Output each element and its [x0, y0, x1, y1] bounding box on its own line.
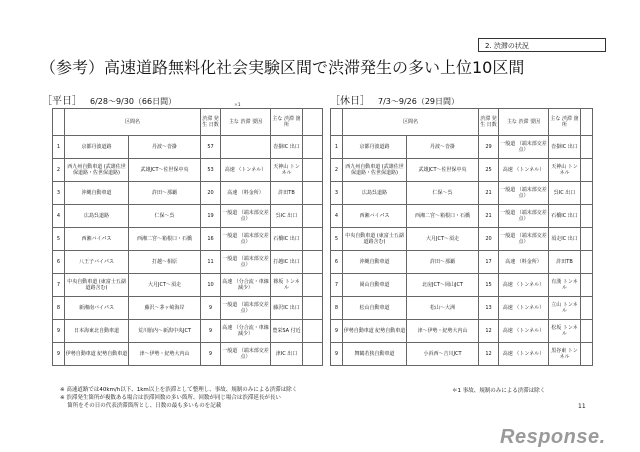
section-header: 区間名: [343, 109, 479, 136]
rank-cell: 4: [331, 205, 343, 228]
table-row: [331, 228, 593, 251]
location-cell: 津IC 出口: [271, 343, 303, 366]
location-header: 主な 渋滞 箇所: [271, 109, 303, 136]
location-cell: 豊栄SA 付近: [271, 320, 303, 343]
road-cell: 新湘南バイパス: [65, 297, 129, 320]
footnote-3: 箇所をその日の代表渋滞箇所とし、日数の最も多いものを記載: [60, 403, 222, 409]
spacer-cell: [581, 343, 593, 366]
footnotes: [60, 386, 297, 410]
road-cell: 沖縄自動車道: [65, 182, 129, 205]
location-cell: 松坂 トンネル: [549, 320, 581, 343]
location-cell: 呉IC 出口: [271, 205, 303, 228]
road-cell: 西湘バイパス: [65, 228, 129, 251]
table-row: [331, 274, 593, 297]
table-row: [53, 251, 323, 274]
spacer-cell: [303, 320, 323, 343]
location-cell: 許田TB: [271, 182, 303, 205]
section-cell: 仁保～呉: [129, 205, 201, 228]
response-logo-text: Response.: [500, 426, 606, 448]
table-row: [331, 136, 593, 159]
cause-cell: 高速 （トンネル）: [499, 274, 549, 297]
spacer-cell: [303, 182, 323, 205]
rank-cell: 1: [53, 136, 65, 159]
location-header: 主な 渋滞 箇所: [549, 109, 581, 136]
table-row: [53, 320, 323, 343]
cause-cell: 高速 （分合流・車線減少）: [221, 320, 271, 343]
location-cell: 篠坂 トンネル: [271, 274, 303, 297]
rank-cell: 9: [53, 320, 65, 343]
spacer-cell: [581, 159, 593, 182]
cause-header: 主な 渋滞 要因: [221, 109, 271, 136]
road-cell: 西九州自動車道 (武雄佐世保道路・佐世保道路): [343, 159, 407, 182]
section-cell: 小浜西～吉川JCT: [407, 343, 479, 366]
table-row: [53, 182, 323, 205]
cause-cell: 高速 （トンネル）: [499, 297, 549, 320]
section-cell: 仁保～呉: [407, 182, 479, 205]
spacer-cell: [303, 228, 323, 251]
cause-cell: [221, 136, 271, 159]
rank-cell: 9: [53, 343, 65, 366]
road-cell: 京都丹波道路: [65, 136, 129, 159]
days-cell: 57: [201, 136, 221, 159]
page-title: （参考）高速道路無料化社会実験区間で渋滞発生の多い上位10区間: [40, 58, 525, 77]
section-cell: 津～伊勢・紀勢大内山: [129, 343, 201, 366]
spacer-cell: [303, 159, 323, 182]
days-cell: 19: [201, 205, 221, 228]
cause-cell: 高速 （トンネル）: [499, 159, 549, 182]
road-cell: 松山自動車道: [343, 297, 407, 320]
spacer-cell: [303, 297, 323, 320]
road-cell: 西湘バイパス: [343, 205, 407, 228]
holiday-heading: [330, 92, 459, 107]
days-cell: 10: [201, 274, 221, 297]
days-header: 渋滞 発生 日数: [201, 109, 221, 136]
location-cell: 藤沢IC 出口: [271, 297, 303, 320]
table-row: [53, 228, 323, 251]
spacer-header: [303, 109, 323, 136]
days-cell: 12: [479, 320, 499, 343]
section-cell: 藤沢～茅ヶ崎海岸: [129, 297, 201, 320]
road-cell: 舞鶴若狭自動車道: [343, 343, 407, 366]
section-cell: 打越～相原: [129, 251, 201, 274]
cause-cell: 高速 （トンネル）: [221, 159, 271, 182]
weekday-table: [52, 108, 323, 366]
cause-cell: 一般道 （端末部交差点）: [221, 251, 271, 274]
weekday-tag: ［平日］: [42, 96, 82, 107]
road-cell: 八王子バイパス: [65, 251, 129, 274]
rank-cell: 7: [331, 274, 343, 297]
table-row: [331, 182, 593, 205]
weekday-footnote-marker: ＊1: [234, 102, 241, 107]
section-cell: 武雄JCT～佐世保中央: [407, 159, 479, 182]
days-cell: 12: [479, 343, 499, 366]
cause-cell: 高速 （トンネル）: [499, 343, 549, 366]
section-cell: 北房JCT～岡山JCT: [407, 274, 479, 297]
days-header: 渋滞 発生 日数: [479, 109, 499, 136]
spacer-cell: [303, 136, 323, 159]
cause-cell: 高速 （分合流・車線減少）: [221, 274, 271, 297]
spacer-cell: [581, 228, 593, 251]
road-cell: 日本海東北自動車道: [65, 320, 129, 343]
spacer-cell: [581, 274, 593, 297]
location-cell: 呉IC 出口: [549, 182, 581, 205]
rank-header: [53, 109, 65, 136]
cause-cell: 一般道 （端末部交差点）: [499, 182, 549, 205]
weekday-heading: [42, 92, 176, 107]
days-cell: 21: [479, 182, 499, 205]
holiday-table: [330, 108, 593, 366]
footnote-1: ※ 高速道路では40km/h以下、1km以上を渋滞として整理し、事故、規制のみによる渋滞は除く: [60, 387, 298, 393]
days-cell: 9: [201, 343, 221, 366]
section-cell: 武雄JCT～佐世保中央: [129, 159, 201, 182]
rank-cell: 3: [331, 182, 343, 205]
location-cell: 打越IC 出口: [271, 251, 303, 274]
road-cell: 岡山自動車道: [343, 274, 407, 297]
location-cell: 須走IC 出口: [549, 228, 581, 251]
spacer-cell: [581, 251, 593, 274]
rank-cell: 6: [53, 251, 65, 274]
days-cell: 53: [201, 159, 221, 182]
cause-cell: 高速 （トンネル）: [499, 320, 549, 343]
days-cell: 21: [479, 205, 499, 228]
days-cell: 11: [201, 251, 221, 274]
section-label: 2. 渋滞の状況: [478, 38, 606, 52]
rank-cell: 9: [331, 343, 343, 366]
holiday-period: 7/3～9/26（29日間）: [378, 97, 460, 106]
weekday-period: 6/28～9/30（66日間）: [90, 97, 177, 106]
rank-cell: 5: [53, 228, 65, 251]
response-logo: [500, 426, 606, 449]
rank-cell: 8: [331, 297, 343, 320]
section-cell: 津～伊勢・紀勢大内山: [407, 320, 479, 343]
days-cell: 9: [201, 320, 221, 343]
section-cell: 西湘二宮～箱根口・石橋: [407, 205, 479, 228]
section-cell: 丹波～沓掛: [407, 136, 479, 159]
table-row: [331, 251, 593, 274]
footnote-2: ※ 渋滞発生箇所が複数ある場合は渋滞回数の多い箇所、回数が同じ場合は渋滞延長が長い: [60, 395, 281, 401]
rank-cell: 3: [53, 182, 65, 205]
holiday-tag: ［休日］: [330, 96, 370, 107]
spacer-cell: [303, 205, 323, 228]
section-cell: 荒川胎内～新潟中央JCT: [129, 320, 201, 343]
location-cell: 黒谷東 トンネル: [549, 343, 581, 366]
cause-cell: 一般道 （端末部交差点）: [221, 343, 271, 366]
days-cell: 9: [201, 297, 221, 320]
table-row: [53, 343, 323, 366]
footnote-right: ＊1 事故、規制のみによる渋滞は除く: [452, 388, 546, 394]
road-cell: 中央自動車道 (東富士五湖道路含む): [343, 228, 407, 251]
page-number: 11: [578, 403, 586, 410]
section-cell: 西湘二宮～箱根口・石橋: [129, 228, 201, 251]
rank-cell: 2: [331, 159, 343, 182]
road-cell: 京都丹波道路: [343, 136, 407, 159]
spacer-cell: [581, 182, 593, 205]
table-row: [53, 274, 323, 297]
section-cell: 丹波～沓掛: [129, 136, 201, 159]
section-cell: 許田～那覇: [129, 182, 201, 205]
road-cell: 伊勢自動車道 紀勢自動車道: [343, 320, 407, 343]
section-header: 区間名: [65, 109, 201, 136]
section-cell: 大月JCT～須走: [407, 228, 479, 251]
rank-cell: 8: [53, 297, 65, 320]
table-row: [53, 205, 323, 228]
spacer-cell: [581, 320, 593, 343]
spacer-cell: [303, 251, 323, 274]
spacer-cell: [303, 274, 323, 297]
days-cell: 20: [201, 182, 221, 205]
table-row: [53, 136, 323, 159]
location-cell: 天神山 トンネル: [271, 159, 303, 182]
days-cell: 20: [479, 228, 499, 251]
spacer-cell: [303, 343, 323, 366]
rank-cell: 2: [53, 159, 65, 182]
days-cell: 29: [479, 136, 499, 159]
table-row: [53, 297, 323, 320]
section-cell: 松山～大洲: [407, 297, 479, 320]
table-row: [53, 159, 323, 182]
location-cell: 沓掛IC 出口: [271, 136, 303, 159]
location-cell: 立山 トンネル: [549, 297, 581, 320]
days-cell: 15: [479, 274, 499, 297]
location-cell: 石橋IC 出口: [549, 205, 581, 228]
cause-cell: 一般道 （端末部交差点）: [221, 228, 271, 251]
cause-cell: 一般道 （端末部交差点）: [499, 136, 549, 159]
table-row: [331, 159, 593, 182]
days-cell: 17: [479, 251, 499, 274]
road-cell: 広島呉道路: [65, 205, 129, 228]
cause-cell: 一般道 （端末部交差点）: [221, 205, 271, 228]
cause-cell: 一般道 （端末部交差点）: [221, 297, 271, 320]
cause-cell: 一般道 （端末部交差点）: [499, 205, 549, 228]
table-row: [331, 320, 593, 343]
cause-cell: 一般道 （端末部交差点）: [499, 228, 549, 251]
rank-cell: 1: [331, 136, 343, 159]
rank-cell: 6: [331, 251, 343, 274]
spacer-header: [581, 109, 593, 136]
road-cell: 沖縄自動車道: [343, 251, 407, 274]
table-row: [331, 205, 593, 228]
road-cell: 伊勢自動車道 紀勢自動車道: [65, 343, 129, 366]
rank-header: [331, 109, 343, 136]
rank-cell: 5: [331, 228, 343, 251]
spacer-cell: [581, 297, 593, 320]
location-cell: 天神山 トンネル: [549, 159, 581, 182]
cause-cell: 高速 （料金所）: [499, 251, 549, 274]
location-cell: 沓掛IC 出口: [549, 136, 581, 159]
rank-cell: 9: [331, 320, 343, 343]
section-cell: 許田～那覇: [407, 251, 479, 274]
rank-cell: 7: [53, 274, 65, 297]
days-cell: 13: [479, 297, 499, 320]
road-cell: 広島呉道路: [343, 182, 407, 205]
location-cell: 許田TB: [549, 251, 581, 274]
road-cell: 西九州自動車道 (武雄佐世保道路・佐世保道路): [65, 159, 129, 182]
spacer-cell: [581, 136, 593, 159]
spacer-cell: [581, 205, 593, 228]
days-cell: 16: [201, 228, 221, 251]
days-cell: 25: [479, 159, 499, 182]
section-cell: 大月JCT～須走: [129, 274, 201, 297]
road-cell: 中央自動車道 (東富士五湖道路含む): [65, 274, 129, 297]
location-cell: 石橋IC 出口: [271, 228, 303, 251]
cause-header: 主な 渋滞 要因: [499, 109, 549, 136]
rank-cell: 4: [53, 205, 65, 228]
table-row: [331, 297, 593, 320]
cause-cell: 高速 （料金所）: [221, 182, 271, 205]
table-row: [331, 343, 593, 366]
location-cell: 有漢 トンネル: [549, 274, 581, 297]
